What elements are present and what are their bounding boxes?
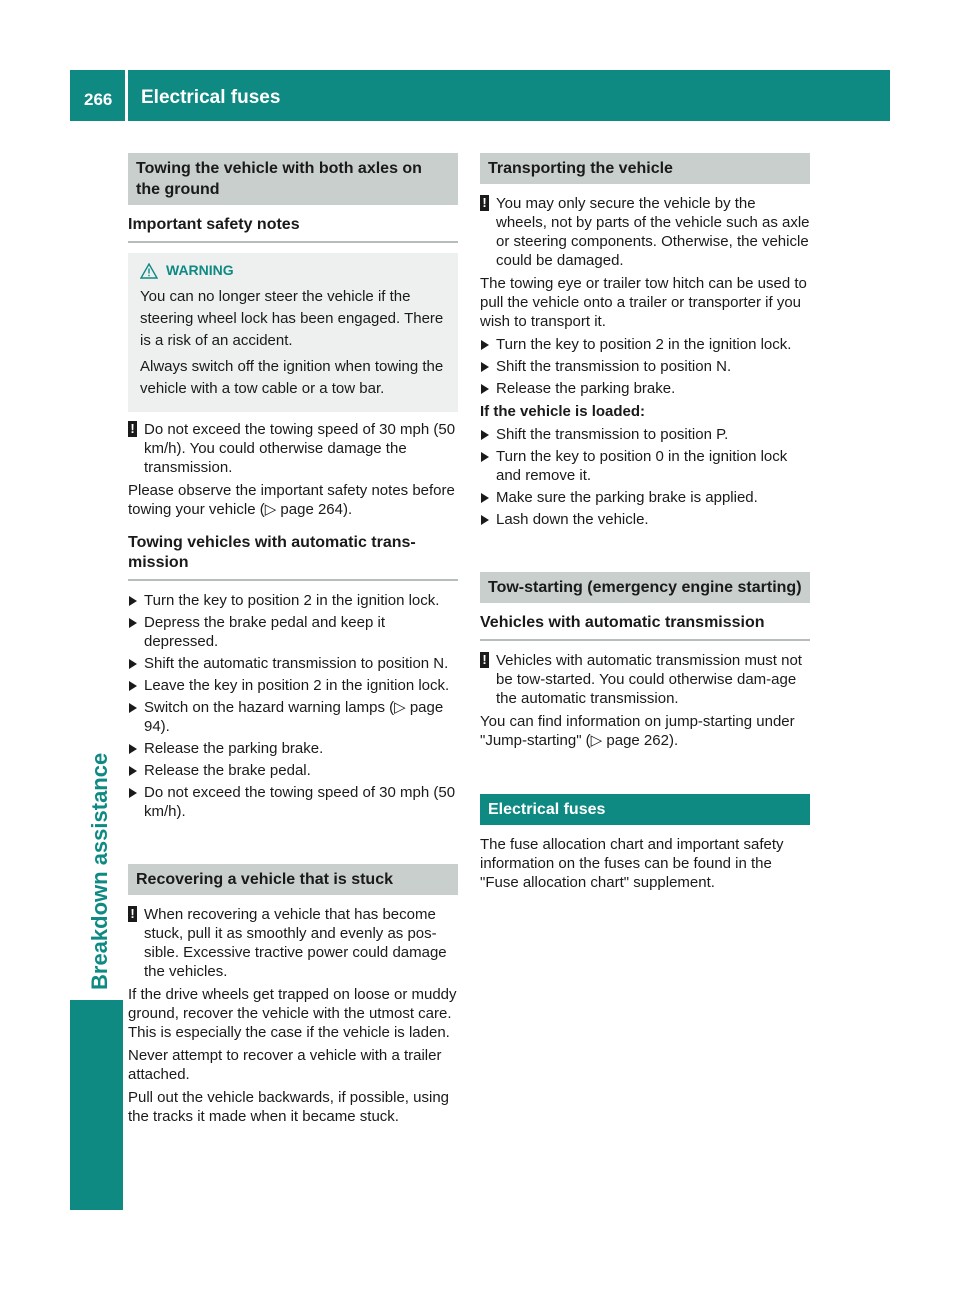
fuses-text: The fuse allocation chart and important safety information on the fuses can be found in the "Fuse allocation chart" supplement. (480, 836, 784, 891)
note-recovering (128, 905, 458, 981)
stuck-paragraph-1: If the drive wheels get trapped on loose or muddy ground, recover the vehicle with the utmost care. This is especially the case if the vehicle is laden. (128, 986, 457, 1041)
note-tow-start (480, 651, 810, 708)
exclamation-icon: ! (128, 421, 137, 437)
note-text: Vehicles with automatic transmission must not be tow-started. You could otherwise dam-age the automatic transmission. (496, 652, 802, 707)
exclamation-icon: ! (128, 906, 137, 922)
section-heading-electrical-fuses: Electrical fuses (480, 794, 810, 825)
warning-box (128, 253, 458, 412)
list-item: Shift the automatic transmission to position N. (128, 654, 458, 673)
step-arrow-icon (129, 618, 137, 628)
observe-safety-text: Please observe the important safety notes before towing your vehicle (▷ page 264). (128, 482, 455, 518)
list-item: Release the parking brake. (128, 739, 458, 758)
left-column (128, 153, 458, 1130)
right-column (480, 153, 810, 896)
list-item: Leave the key in position 2 in the ignition lock. (128, 676, 458, 695)
step-arrow-icon (129, 744, 137, 754)
step-arrow-icon (481, 384, 489, 394)
stuck-paragraph-2: Never attempt to recover a vehicle with a trailer attached. (128, 1047, 442, 1083)
list-item: Depress the brake pedal and keep it depressed. (128, 613, 458, 651)
page-title: Electrical fuses (141, 87, 281, 108)
list-item: Turn the key to position 0 in the ignition lock and remove it. (480, 447, 810, 485)
list-item: Switch on the hazard warning lamps (▷ page 94). (128, 698, 458, 736)
transport-text: The towing eye or trailer tow hitch can be used to pull the vehicle onto a trailer or transporter if you wish to transport it. (480, 275, 807, 330)
subheading-safety-notes: Important safety notes (128, 215, 458, 243)
step-arrow-icon (129, 788, 137, 798)
jump-start-text: You can find information on jump-starting under "Jump-starting" (▷ page 262). (480, 713, 795, 749)
note-transporting (480, 194, 810, 270)
list-item: Shift the transmission to position P. (480, 425, 810, 444)
exclamation-icon: ! (480, 195, 489, 211)
step-arrow-icon (129, 681, 137, 691)
side-tab-block (70, 1000, 123, 1210)
step-arrow-icon (481, 362, 489, 372)
step-arrow-icon (129, 703, 137, 713)
note-towing-speed (128, 420, 458, 477)
section-heading-transporting: Transporting the vehicle (480, 153, 810, 184)
list-item: Do not exceed the towing speed of 30 mph (50 km/h). (128, 783, 458, 821)
note-text: You may only secure the vehicle by the wheels, not by parts of the vehicle such as axle or steering components. Otherwise, the vehicle could be damaged. (496, 195, 810, 269)
page-number: 266 (84, 90, 113, 109)
step-arrow-icon (129, 596, 137, 606)
step-arrow-icon (129, 659, 137, 669)
list-item: Turn the key to position 2 in the ignition lock. (480, 335, 810, 354)
step-arrow-icon (481, 430, 489, 440)
warning-title (140, 261, 450, 280)
note-text: When recovering a vehicle that has become stuck, pull it as smoothly and evenly as pos-sible. Excessive tractive power could damage the vehicles. (144, 906, 447, 980)
exclamation-icon: ! (480, 652, 489, 668)
list-item: Make sure the parking brake is applied. (480, 488, 810, 507)
warning-triangle-icon (140, 263, 158, 279)
list-item: Turn the key to position 2 in the ignition lock. (128, 591, 458, 610)
list-item: Lash down the vehicle. (480, 510, 810, 529)
step-arrow-icon (481, 515, 489, 525)
stuck-paragraph-3: Pull out the vehicle backwards, if possible, using the tracks it made when it became stuck. (128, 1089, 450, 1125)
header-divider (125, 70, 128, 121)
list-item: Shift the transmission to position N. (480, 357, 810, 376)
subheading-automatic-transmission: Towing vehicles with automatic trans-mission (128, 533, 458, 581)
side-tab-label: Breakdown assistance (87, 752, 112, 990)
warning-label: WARNING (166, 262, 234, 278)
section-heading-tow-starting: Tow-starting (emergency engine starting) (480, 572, 810, 603)
list-item: Release the parking brake. (480, 379, 810, 398)
note-text: Do not exceed the towing speed of 30 mph (50 km/h). You could otherwise damage the transmission. (144, 421, 456, 476)
step-arrow-icon (481, 493, 489, 503)
step-arrow-icon (129, 766, 137, 776)
loaded-condition-label: If the vehicle is loaded: (480, 403, 646, 420)
warning-text-1: You can no longer steer the vehicle if the steering wheel lock has been engaged. There is a risk of an accident. (140, 288, 444, 349)
warning-text-2: Always switch off the ignition when towing the vehicle with a tow cable or a tow bar. (140, 358, 444, 397)
subheading-vehicles-automatic: Vehicles with automatic transmission (480, 613, 810, 641)
page-header (70, 70, 890, 121)
section-heading-stuck: Recovering a vehicle that is stuck (128, 864, 458, 895)
step-arrow-icon (481, 452, 489, 462)
side-tab (88, 750, 112, 990)
list-item: Release the brake pedal. (128, 761, 458, 780)
step-arrow-icon (481, 340, 489, 350)
section-heading-towing: Towing the vehicle with both axles on the ground (128, 153, 458, 205)
